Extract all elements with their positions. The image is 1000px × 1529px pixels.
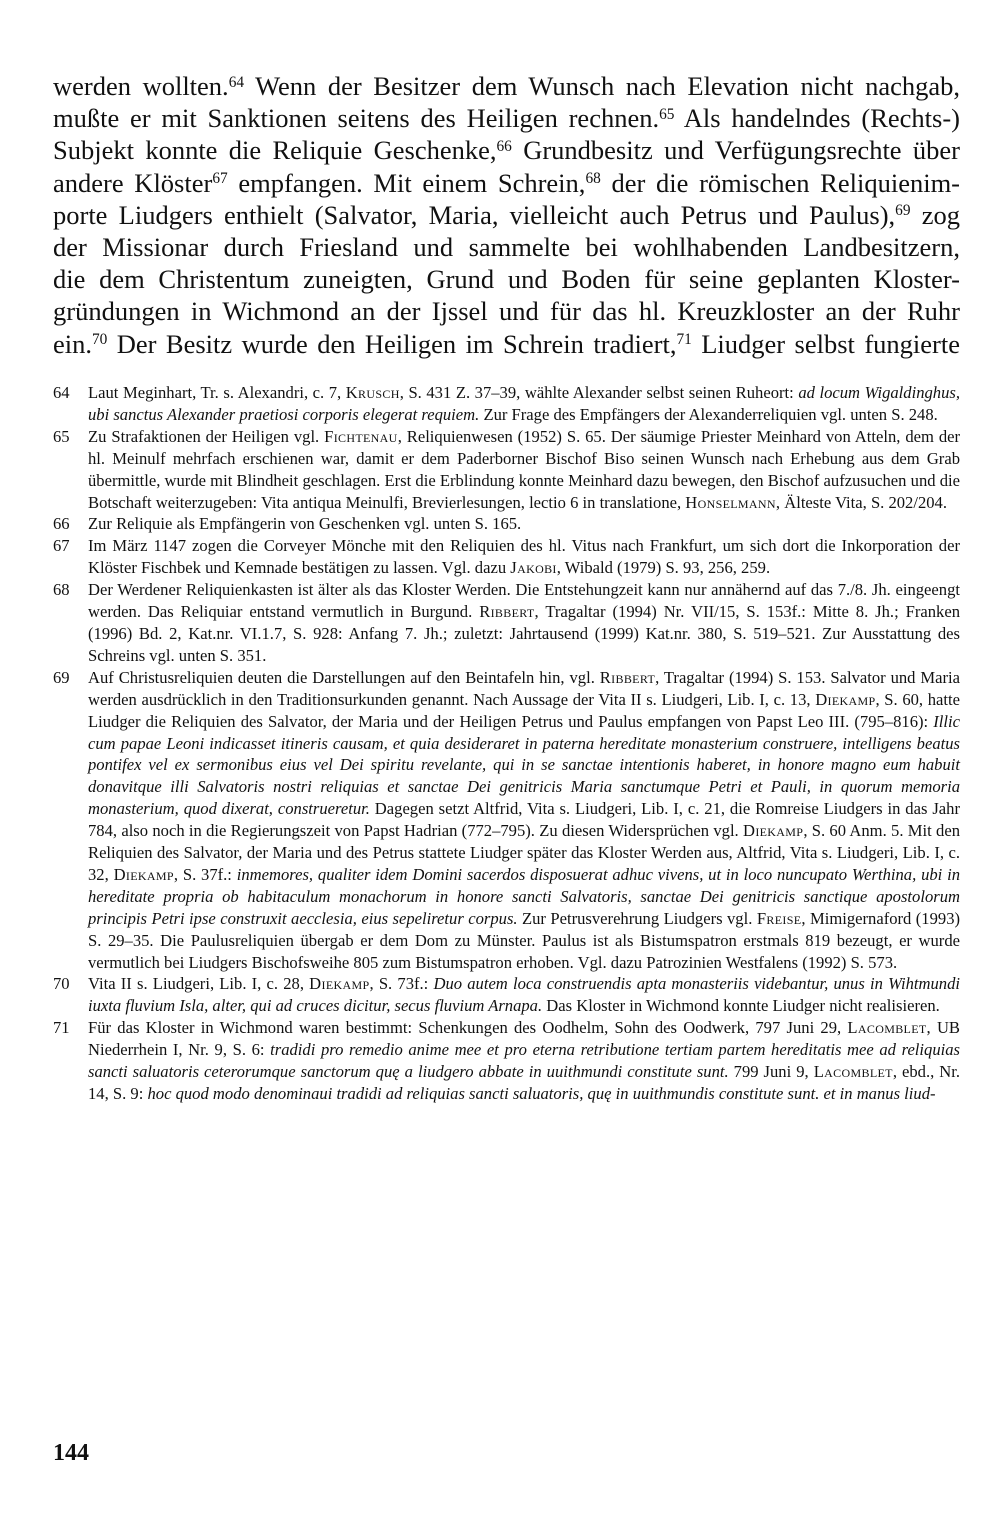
main-text-run: Subjekt konnte die Reliquie Geschenke, [53, 135, 497, 166]
footnote-text-run: Im März 1147 zogen die Corveyer Mönche mit den Reliquien des hl. Vitus nach Frankfurt, um sich dort die Inkorporation der Klöster Fischbek und Kemnade bestätigen zu lassen. Vgl. dazu [88, 536, 960, 578]
footnote-text-run: Zu Strafaktionen der Heiligen vgl. [88, 426, 325, 446]
footnote-number: 71 [53, 1018, 70, 1038]
main-text-line [53, 295, 960, 327]
footnote-text-run: , S. 60 Anm. 5. Mit den Reliquien des Salvator, der Maria und des Petrus stattete Liudger später das Kloster Werden aus, Altfrid, Vita s. Liudgeri, Lib. I, c. 32, [88, 821, 960, 884]
footnote [53, 382, 960, 426]
footnote-text [88, 513, 960, 535]
footnote-reference: 70 [92, 331, 108, 349]
main-text-run: andere Klöster [53, 167, 213, 198]
footnote-reference: 69 [895, 202, 911, 220]
footnote [53, 513, 960, 535]
footnote-text [88, 1017, 960, 1105]
footnote-text-run: , Reliquienwesen (1952) S. 65. Der säumige Priester Meinhard von Atteln, dem der hl. Meinulf mehrfach erschienen war, damit er dem Paderborner Bischof Biso seinen Wunsch nach Erhebung aus dem Grab übermittle, wurde mit Blindheit geschlagen. Erst die Erblindung konnte Meinhard dazu bewegen, den Bischof aufzusuchen und die Botschaft weiterzugeben: Vita antiqua Meinulfi, Brevierlesungen, lectio 6 in translatione, [88, 426, 961, 512]
latin-quotation: ad locum Wigaldinghus, ubi sanctus Alexander praetiosi corporis elegerat requiem. [88, 383, 960, 424]
footnote-reference: 68 [585, 170, 601, 188]
footnote-number: 66 [53, 514, 70, 534]
footnote-number: 64 [53, 383, 70, 402]
main-text-line [53, 134, 960, 166]
latin-quotation: Duo autem loca construendis apta monasteriis videbantur, unus in Wihtmundi iuxta fluvium Isla, alter, qui ad cruces dicitur, secus fluvium Arnapa. [88, 974, 961, 1016]
footnote-text [88, 973, 960, 1017]
footnote-text-run: , Älteste Vita, S. 202/204. [775, 492, 948, 512]
author-name: Krusch [345, 383, 400, 402]
footnotes-section [53, 382, 960, 1105]
footnote-number: 65 [53, 426, 70, 446]
footnote-text-run: Das Kloster in Wichmond konnte Liudger nicht realisieren. [542, 996, 940, 1016]
main-text-block [53, 70, 960, 360]
footnote-number: 67 [53, 536, 70, 556]
footnote-reference: 65 [659, 105, 675, 123]
author-name: Fichtenau [324, 426, 398, 446]
footnote-text-run: Zur Frage des Empfängers der Alexanderreliquien vgl. unten S. 248. [479, 404, 938, 424]
page-number: 144 [53, 1440, 89, 1466]
footnote [53, 579, 960, 667]
footnote-text [88, 535, 960, 579]
footnote-text [88, 382, 960, 426]
main-text-run: die dem Christentum zuneigten, Grund und Boden für seine geplanten Kloster- [53, 264, 960, 295]
main-paragraph [53, 70, 960, 360]
footnote-text-run: Vita II s. Liudgeri, Lib. I, c. 28, [88, 974, 310, 994]
footnote-text-run: , S. 431 Z. 37–39, wählte Alexander selbst seinen Ruheort: [399, 383, 799, 402]
main-text-line [53, 102, 960, 134]
author-name: Diekamp [743, 821, 804, 841]
footnote-text-run: , Wibald (1979) S. 93, 256, 259. [556, 558, 771, 578]
footnote-text-run: Laut Meginhart, Tr. s. Alexandri, c. 7, [88, 383, 346, 402]
footnote [53, 426, 960, 514]
main-text-run: ein. [53, 328, 92, 359]
main-text-run: gründungen in Wichmond an der Ijssel und für das hl. Kreuzkloster an der Ruhr [53, 296, 960, 327]
footnote-text-run: 799 Juni 9, [728, 1062, 814, 1082]
main-text-line [53, 70, 960, 102]
footnote-text [88, 579, 960, 667]
footnote-text-run: Auf Christusreliquien deuten die Darstellungen auf den Beintafeln hin, vgl. [88, 667, 600, 687]
footnote-number: 69 [53, 667, 70, 687]
main-text-line [53, 167, 960, 199]
author-name: Honselmann [685, 492, 776, 512]
footnote-text-run: , UB Niederrhein I, Nr. 9, S. 6: [88, 1018, 960, 1060]
main-text-line [53, 328, 960, 360]
footnote-text-run: , Mimigernaford (1993) S. 29–35. Die Paulusreliquien übergab er dem Dom zu Münster. Paulus ist als Bistumspatron erstmals 819 bezeugt, er wurde vermutlich bei Liudgers Bischofsweihe 805 zum Bistumspatron erhoben. Vgl. dazu Patrozinien Westfalens (1992) S. 573. [88, 908, 961, 972]
author-name: Jakobi [510, 558, 557, 578]
main-text-run: porte Liudgers enthielt (Salvator, Maria, vielleicht auch Petrus und Paulus), [53, 199, 896, 230]
latin-quotation: Illic cum papae Leoni indicasset itineris causam, et quia desideraret in paterna hereditate monasterium construere, intelligens beatus pontifex vel ex sermonibus eius vel Dei spiritu revelante, qui in se sanctae intentionis haberet, in honore magno eum habuit donavitque illi Salvatoris nostri reliquias et sanctae Dei genitricis Maria sanctumque Petri et Pauli, in quorum memoria monasterium, quod dixerat, construeretur. [88, 711, 960, 819]
author-name: Diekamp [309, 974, 370, 994]
footnote-reference: 66 [496, 137, 512, 155]
footnote-text-run: Dagegen setzt Altfrid, Vita s. Liudgeri, Lib. I, c. 21, die Romreise Liudgers in das Jahr 784, also noch in die Regierungszeit von Papst Hadrian (772–795). Zu diesen Widersprüchen vgl. [88, 799, 960, 841]
footnote-text-run: , Tragaltar (1994) S. 153. Salvator und Maria werden ausdrücklich in den Traditionsurkunden genannt. Nach Aussage der Vita II s. Liudgeri, Lib. I, c. 13, [88, 667, 961, 709]
main-text-run: der Missionar durch Friesland und sammelte bei wohlhabenden Landbesitzern, [53, 232, 960, 263]
latin-quotation: inmemores, qualiter idem Domini sacerdos disposuerat adhuc vivens, ut in loco nuncupato Werthina, ubi in hereditate propria ob habitaculum monachorum in honore sancti Salvatoris, sanctae Dei genitricis sanctique apostolorum principis Petri ipse construxit aecclesia, eius sepeliretur corpus. [88, 864, 960, 928]
main-text-run: der die römischen Reliquienim- [600, 167, 961, 198]
author-name: Lacomblet [813, 1062, 893, 1082]
main-text-run: Liudger selbst fungierte [691, 328, 960, 359]
footnote-reference: 67 [212, 170, 228, 188]
latin-quotation: hoc quod modo denominaui tradidi ad reliquias sancti saluatoris, quę in uuithmundis constitute sunt. et in manus liud- [147, 1084, 936, 1103]
footnote-text-run: Zur Reliquie als Empfängerin von Geschenken vgl. unten S. 165. [88, 514, 522, 534]
author-name: Diekamp [113, 864, 174, 884]
footnote [53, 973, 960, 1017]
footnote-text [88, 426, 960, 514]
main-text-run: Als handelndes (Rechts-) [674, 103, 960, 134]
footnote [53, 667, 960, 974]
latin-quotation: tradidi pro remedio anime mee et pro eterna retributione tertiam partem hereditatis mee ad reliquias sancti saluatoris ceterorumque sanctorum quę a liudgero abbate in uuithmundi constitute sunt. [88, 1040, 960, 1082]
footnote-reference: 71 [676, 331, 692, 349]
footnote-text [88, 667, 960, 974]
footnote [53, 535, 960, 579]
author-name: Freise [756, 908, 802, 928]
author-name: Ribbert [599, 667, 656, 687]
main-text-line [53, 199, 960, 231]
main-text-run: zog [910, 199, 960, 230]
main-text-run: Wenn der Besitzer dem Wunsch nach Elevation nicht nachgab, [244, 71, 960, 101]
author-name: Lacomblet [847, 1018, 927, 1038]
footnote-text-run: , S. 60, hatte Liudger die Reliquien des Salvator, der Maria und der Heiligen Petrus und Paulus empfangen von Papst Leo III. (795–816): [88, 689, 960, 731]
footnote-text-run: Für das Kloster in Wichmond waren bestimmt: Schenkungen des Oodhelm, Sohn des Oodwerk, 797 Juni 29, [88, 1018, 848, 1038]
footnote-text-run: , ebd., Nr. 14, S. 9: [88, 1062, 960, 1103]
main-text-run: Der Besitz wurde den Heiligen im Schrein tradiert, [107, 328, 677, 359]
footnote-text-run: , S. 37f.: [173, 864, 237, 884]
main-text-run: Grundbesitz und Verfügungsrechte über [511, 135, 960, 166]
main-text-line [53, 231, 960, 263]
footnote [53, 1017, 960, 1105]
footnote-text-run: , S. 73f.: [369, 974, 434, 994]
footnote-number: 68 [53, 580, 70, 600]
footnote-text-run: Der Werdener Reliquienkasten ist älter als das Kloster Werden. Die Entstehungzeit kann nur annähernd auf das 7./8. Jh. eingeengt werden. Das Reliquiar entstand vermutlich in Burgund. [88, 580, 960, 622]
author-name: Ribbert [479, 602, 535, 622]
footnote-reference: 64 [228, 73, 245, 91]
main-text-run: empfangen. Mit einem Schrein, [227, 167, 586, 198]
footnote-text-run: , Tragaltar (1994) Nr. VII/15, S. 153f.: Mitte 8. Jh.; Franken (1996) Bd. 2, Kat.nr. VI.1.7, S. 928: Anfang 7. Jh.; zuletzt: Jahrtausend (1999) Kat.nr. 380, S. 519–521. Zur Ausstattung des Schreins vgl. unten S. 351. [88, 602, 960, 665]
footnote-number: 70 [53, 974, 70, 994]
main-text-run: werden wollten. [53, 71, 229, 101]
main-text-line [53, 263, 960, 295]
main-text-run: mußte er mit Sanktionen seitens des Heiligen rechnen. [53, 103, 660, 134]
author-name: Diekamp [815, 689, 876, 709]
footnote-text-run: Zur Petrusverehrung Liudgers vgl. [517, 908, 757, 928]
